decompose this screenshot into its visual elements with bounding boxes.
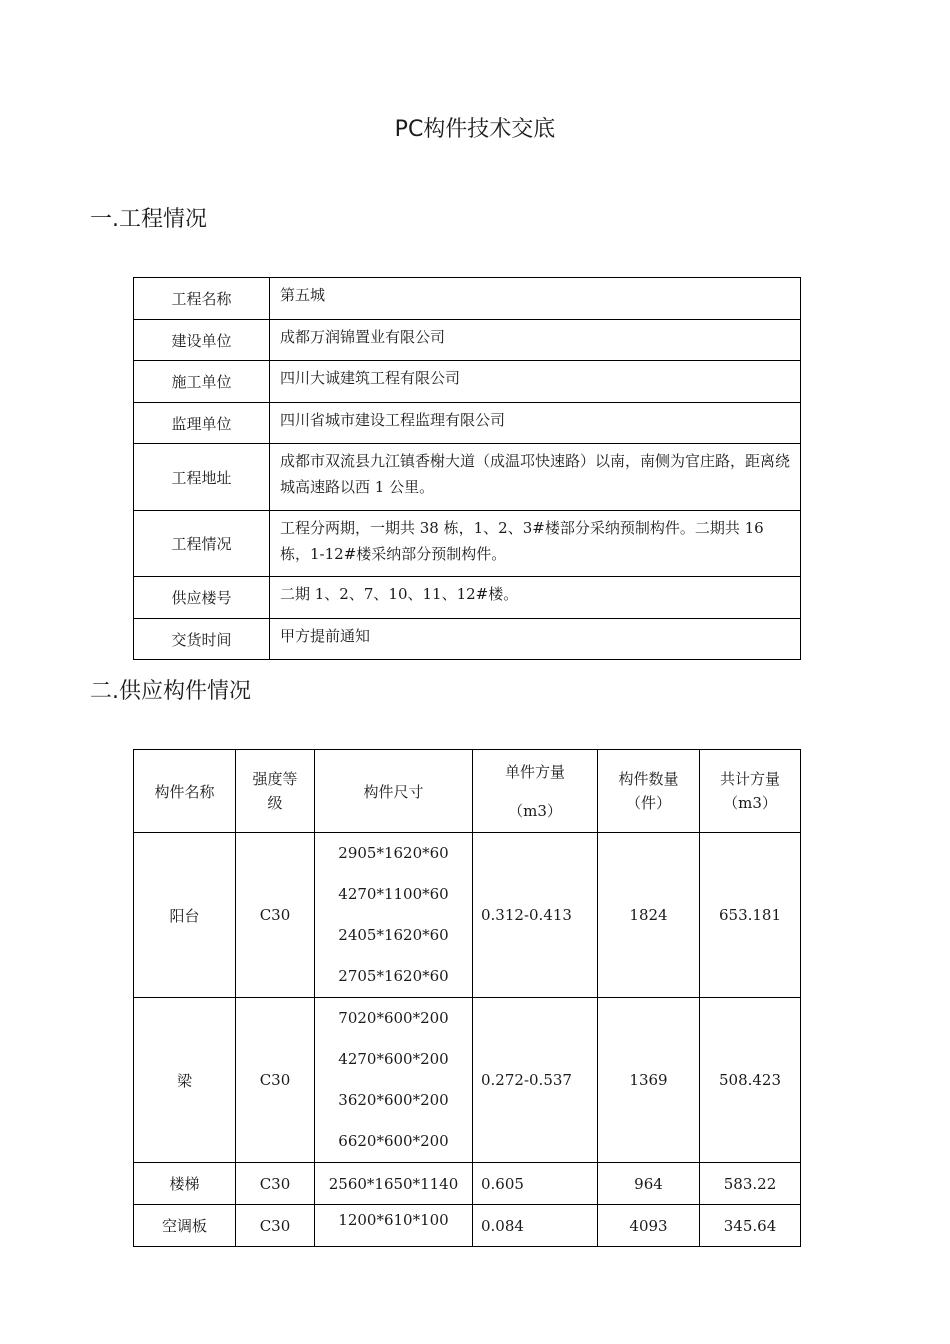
project-info-table [133,277,801,660]
table-row [134,619,801,660]
component-name: 空调板 [134,1205,236,1247]
table-row [134,320,801,361]
table-row [134,444,801,511]
components-table [133,749,801,1247]
header-line: 共计方量 [719,770,780,788]
info-value: 第五城 [270,278,801,320]
size-line: 6620*600*200 [338,1132,449,1150]
component-sizes [315,833,473,998]
table-row [134,833,801,998]
section-heading-components: 二.供应构件情况 [90,679,251,704]
component-grade: C30 [236,833,315,998]
component-total-volume: 345.64 [700,1205,801,1247]
info-value: 四川省城市建设工程监理有限公司 [270,403,801,444]
component-unit-volume: 0.272-0.537 [473,998,598,1163]
info-value: 工程分两期，一期共 38 栋，1、2、3#楼部分采纳预制构件。二期共 16 栋，1-12#楼采纳部分预制构件。 [270,511,801,577]
table-row [134,998,801,1163]
info-key: 交货时间 [134,619,270,660]
component-grade: C30 [236,998,315,1163]
component-count: 1369 [598,998,700,1163]
component-count: 4093 [598,1205,700,1247]
header-cell: 构件尺寸 [315,750,473,833]
table-row [134,511,801,577]
header-cell [473,750,598,833]
component-total-volume: 653.181 [700,833,801,998]
component-name: 阳台 [134,833,236,998]
header-line: （m3） [508,802,562,820]
table-row [134,1163,801,1205]
size-line: 1200*610*100 [338,1211,449,1229]
table-row [134,1205,801,1247]
size-line: 2905*1620*60 [338,844,449,862]
component-sizes [315,998,473,1163]
size-line: 4270*1100*60 [338,885,449,903]
component-name: 楼梯 [134,1163,236,1205]
table-row [134,278,801,320]
info-value: 四川大诚建筑工程有限公司 [270,361,801,403]
header-line: （m3） [723,794,777,812]
size-line: 2405*1620*60 [338,926,449,944]
size-line: 4270*600*200 [338,1050,449,1068]
info-key: 建设单位 [134,320,270,361]
component-unit-volume: 0.605 [473,1163,598,1205]
header-line: 构件数量 [618,770,679,788]
header-row [134,750,801,833]
section-heading-project: 一.工程情况 [90,207,207,232]
component-count: 1824 [598,833,700,998]
table-row [134,403,801,444]
component-grade: C30 [236,1205,315,1247]
header-line: （件） [625,794,671,812]
component-unit-volume: 0.312-0.413 [473,833,598,998]
size-line: 3620*600*200 [338,1091,449,1109]
header-cell: 构件名称 [134,750,236,833]
header-line: 单件方量 [504,763,565,781]
component-grade: C30 [236,1163,315,1205]
info-key: 施工单位 [134,361,270,403]
info-key: 监理单位 [134,403,270,444]
header-cell [700,750,801,833]
table-row [134,361,801,403]
info-value: 成都万润锦置业有限公司 [270,320,801,361]
header-line: 强度等 [252,770,298,788]
component-count: 964 [598,1163,700,1205]
info-key: 工程情况 [134,511,270,577]
component-unit-volume: 0.084 [473,1205,598,1247]
header-cell [236,750,315,833]
component-total-volume: 508.423 [700,998,801,1163]
info-key: 工程名称 [134,278,270,320]
component-name: 梁 [134,998,236,1163]
table-row [134,577,801,619]
component-sizes [315,1163,473,1205]
component-total-volume: 583.22 [700,1163,801,1205]
info-key: 供应楼号 [134,577,270,619]
size-line: 2705*1620*60 [338,967,449,985]
info-value: 成都市双流县九江镇香榭大道（成温邛快速路）以南，南侧为官庄路，距离绕城高速路以西 1 公里。 [270,444,801,511]
header-line: 级 [267,794,283,812]
info-value: 甲方提前通知 [270,619,801,660]
size-line: 2560*1650*1140 [328,1174,459,1193]
info-key: 工程地址 [134,444,270,511]
header-cell [598,750,700,833]
page-title: PC构件技术交底 [394,117,556,142]
component-sizes [315,1205,473,1247]
info-value: 二期 1、2、7、10、11、12#楼。 [270,577,801,619]
size-line: 7020*600*200 [338,1009,449,1027]
